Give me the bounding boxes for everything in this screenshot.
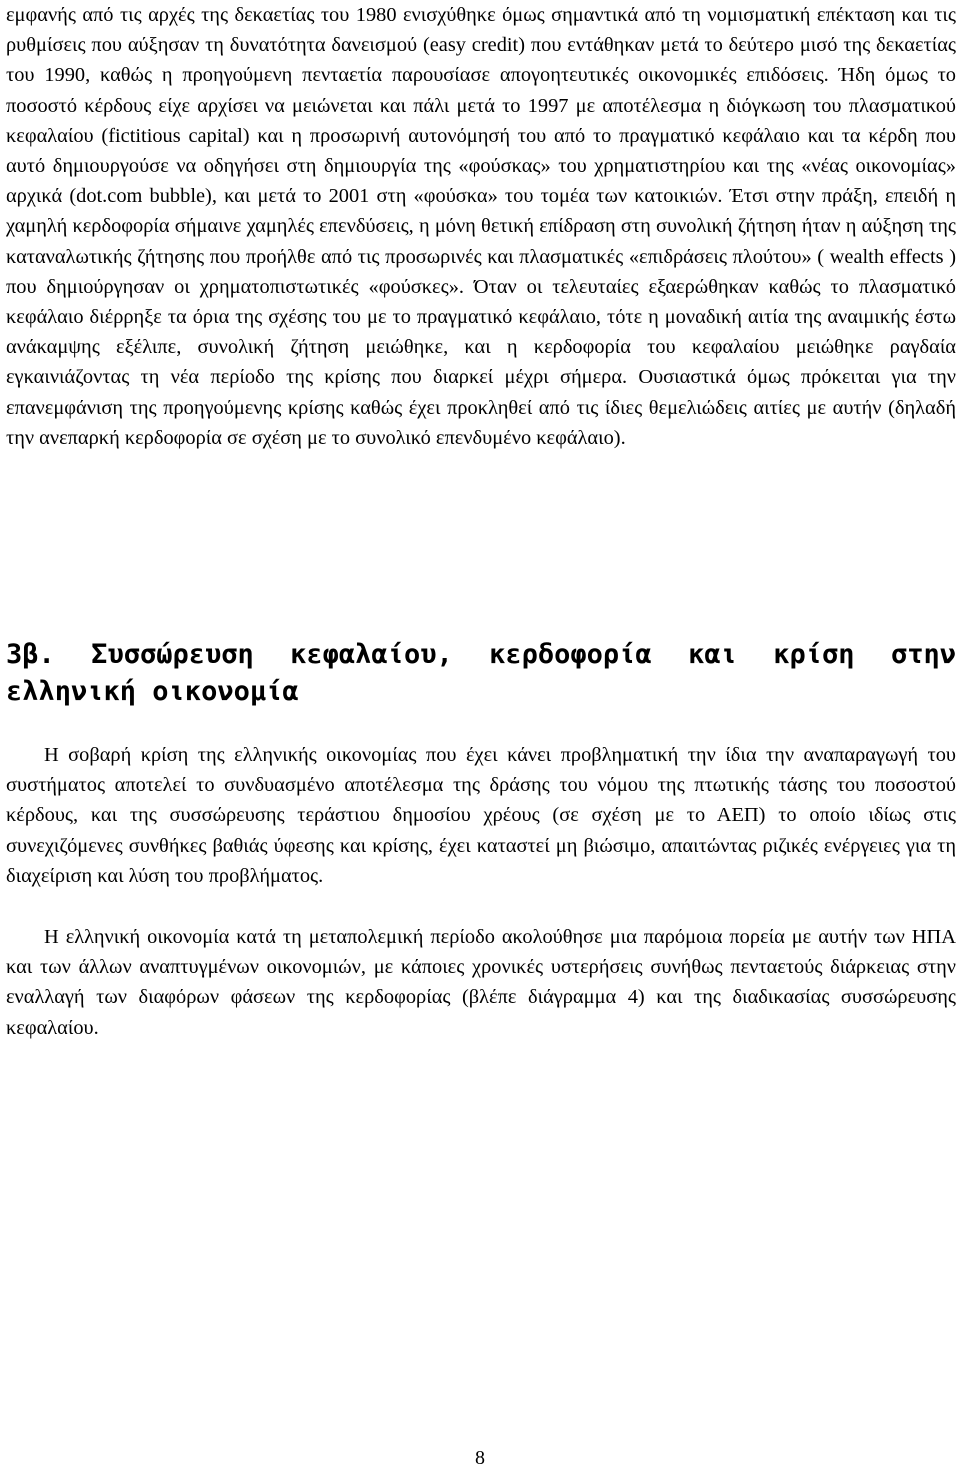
- page-number: 8: [475, 1447, 485, 1469]
- section-heading: 3β. Συσσώρευση κεφαλαίου, κερδοφορία και κρίση στην ελληνική οικονομία: [6, 639, 956, 707]
- paragraph-continuation: εμφανής από τις αρχές της δεκαετίας του 1980 ενισχύθηκε όμως σημαντικά από τη νομισματική επέκταση και τις ρυθμίσεις που αύξησαν τη δυνατότητα δανεισμού (easy credit) που εντάθηκαν μετά το δεύτερο μισό της δεκαετίας του 1990, καθώς η προηγούμενη πενταετία παρουσίασε απογοητευτικές οικονομικές επιδόσεις. Ήδη όμως το ποσοστό κέρδους είχε αρχίσει να μειώνεται και πάλι μετά το 1997 με αποτέλεσμα η διόγκωση του πλασματικού κεφαλαίου (fictitious capital) και η προσωρινή αυτονόμησή του από το πραγματικό κεφάλαιο και τα κέρδη που αυτό δημιουργούσε να οδηγήσει στη δημιουργία της «φούσκας» του χρηματιστηρίου και της «νέας οικονομίας» αρχικά (dot.com bubble), και μετά το 2001 στη «φούσκα» του τομέα των κατοικιών. Έτσι στην πράξη, επειδή η χαμηλή κερδοφορία σήμαινε χαμηλές επενδύσεις, η μόνη θετική επίδραση στη συνολική ζήτηση ήταν η αύξηση της καταναλωτικής ζήτησης που προήλθε από τις προσωρινές και πλασματικές «επιδράσεις πλούτου» ( wealth effects ) που δημιούργησαν οι χρηματοπιστωτικές «φούσκες». Όταν οι τελευταίες εξαερώθηκαν καθώς το πλασματικό κεφάλαιο διέρρηξε τα όρια της σχέσης του με το πραγματικό κεφάλαιο, τότε η μοναδική αιτία της αναιμικής έστω ανάκαμψης εξέλιπε, συνολική ζήτηση μειώθηκε, και η κερδοφορία του κεφαλαίου μειώθηκε ραγδαία εγκαινιάζοντας τη νέα περίοδο της κρίσης που διαρκεί μέχρι σήμερα. Ουσιαστικά όμως πρόκειται για την επανεμφάνιση της προηγούμενης κρίσης καθώς έχει προκληθεί από τις ίδιες θεμελιώδεις αιτίες με αυτήν (δηλαδή την ανεπαρκή κερδοφορία σε σχέση με το συνολικό επενδυμένο κεφάλαιο).: [6, 4, 956, 449]
- paragraph-postwar-economy: Η ελληνική οικονομία κατά τη μεταπολεμική περίοδο ακολούθησε μια παρόμοια πορεία με αυτήν των ΗΠΑ και των άλλων αναπτυγμένων οικονομιών, με κάποιες χρονικές υστερήσεις συνήθως πενταετούς διάρκειας στην εναλλαγή των διαφόρων φάσεων της κερδοφορίας (βλέπε διάγραμμα 4) και της διαδικασίας συσσώρευσης κεφαλαίου.: [6, 926, 956, 1039]
- paragraph-greek-crisis: Η σοβαρή κρίση της ελληνικής οικονομίας που έχει κάνει προβληματική την ίδια την αναπαραγωγή του συστήματος αποτελεί το συνδυασμένο αποτέλεσμα της δράσης του νόμου της πτωτικής τάσης του ποσοστού κέρδους, και της συσσώρευσης τεράστιου δημοσίου χρέους (σε σχέση με το ΑΕΠ) το οποίο ιδίως στις συνεχιζόμενες συνθήκες βαθιάς ύφεσης και κρίσης, έχει καταστεί μη βιώσιμο, απαιτώντας ριζικές ενέργειες για τη διαχείριση και λύση του προβλήματος.: [6, 744, 956, 887]
